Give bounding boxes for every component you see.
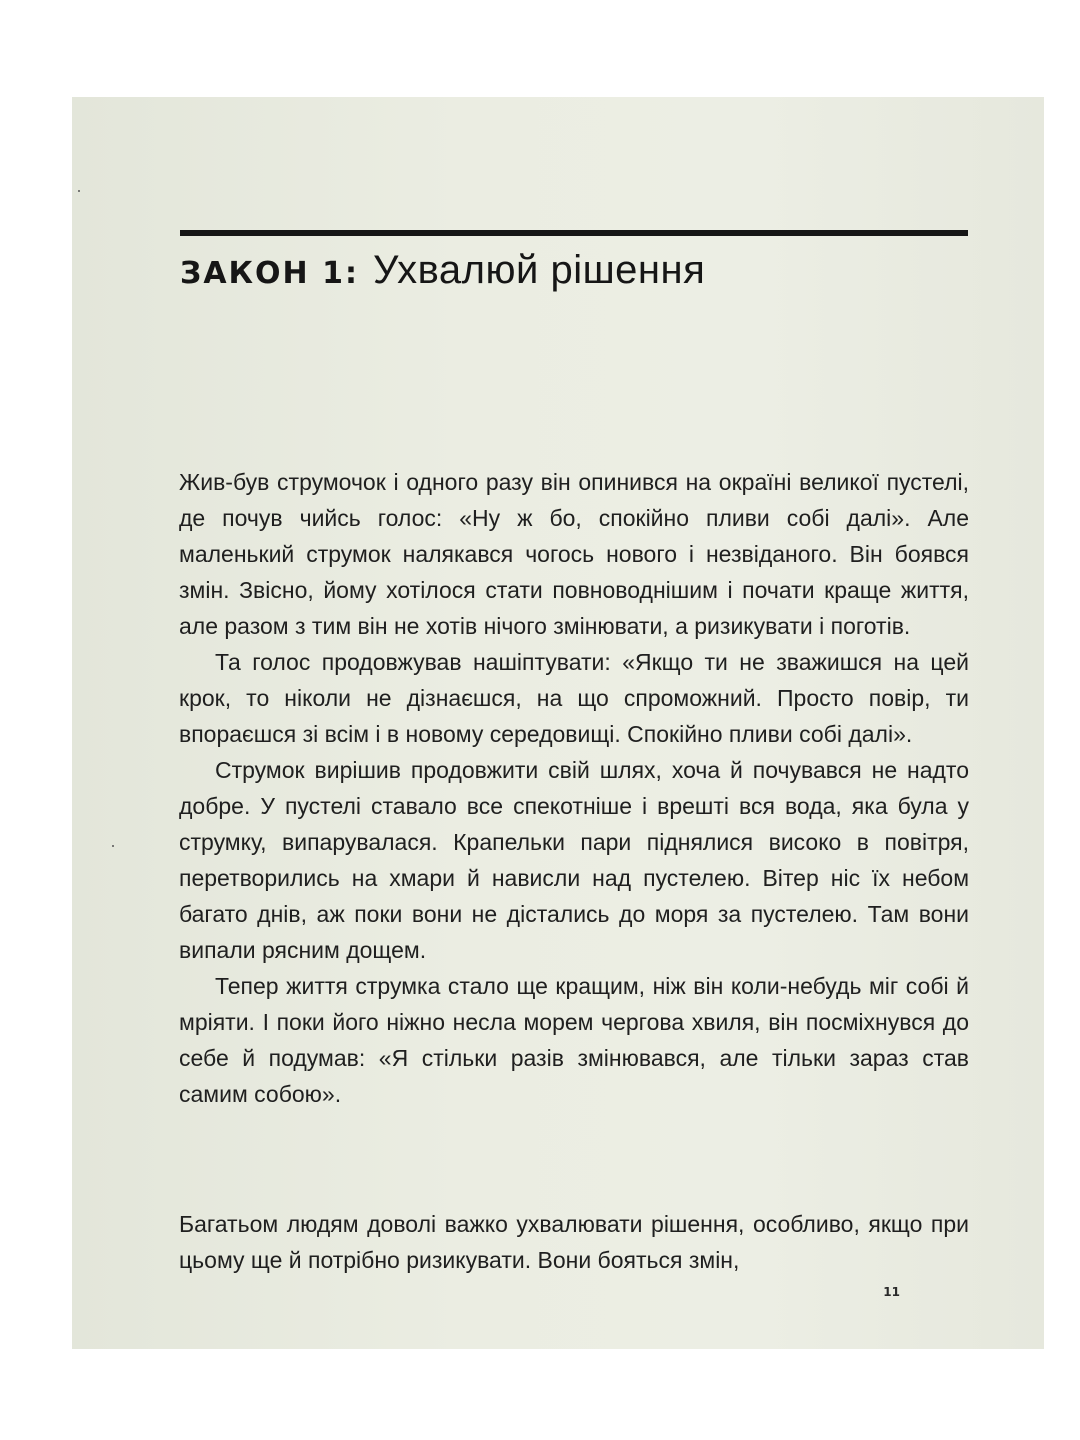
chapter-divider-rule <box>180 230 968 236</box>
story-paragraph: Тепер життя струмка стало ще кращим, ніж він коли-небудь міг собі й мріяти. І поки його ніжно несла морем чергова хвиля, він посміхнувся до себе й подумав: «Я стільки разів змінювався, але тільки зараз став самим собою». <box>179 973 969 1107</box>
chapter-title <box>180 245 705 299</box>
closing-text <box>179 1206 969 1278</box>
story-text <box>179 464 969 1112</box>
chapter-label: ЗАКОН 1: <box>180 256 359 291</box>
story-paragraph: Та голос продовжував нашіптувати: «Якщо ти не зважишся на цей крок, то ніколи не дізнаєшся, на що спроможний. Просто повір, ти впораєшся зі всім і в новому середовищі. Спокійно пливи собі далі». <box>179 649 969 747</box>
page-number: 11 <box>883 1285 900 1299</box>
paper-speck <box>112 845 114 847</box>
paper-speck <box>78 190 80 192</box>
chapter-name: Ухвалюй рішення <box>372 248 706 292</box>
closing-paragraph: Багатьом людям доволі важко ухвалювати рішення, особливо, якщо при цьому ще й потрібно ризикувати. Вони бояться змін, <box>179 1211 969 1273</box>
story-paragraph: Жив-був струмочок і одного разу він опинився на окраїні великої пустелі, де почув чийсь голос: «Ну ж бо, спокійно пливи собі далі». Але маленький струмок налякався чогось нового і незвіданого. Він боявся змін. Звісно, йому хотілося стати повноводнішим і почати краще життя, але разом з тим він не хотів нічого змінювати, а ризикувати і поготів. <box>179 469 969 639</box>
story-paragraph: Струмок вирішив продовжити свій шлях, хоча й почувався не надто добре. У пустелі ставало все спекотніше і врешті вся вода, яка була у струмку, випарувалася. Крапельки пари піднялися високо в повітря, перетворились на хмари й нависли над пустелею. Вітер ніс їх небом багато днів, аж поки вони не дістались до моря за пустелею. Там вони випали рясним дощем. <box>179 757 969 963</box>
book-page <box>72 97 1044 1349</box>
